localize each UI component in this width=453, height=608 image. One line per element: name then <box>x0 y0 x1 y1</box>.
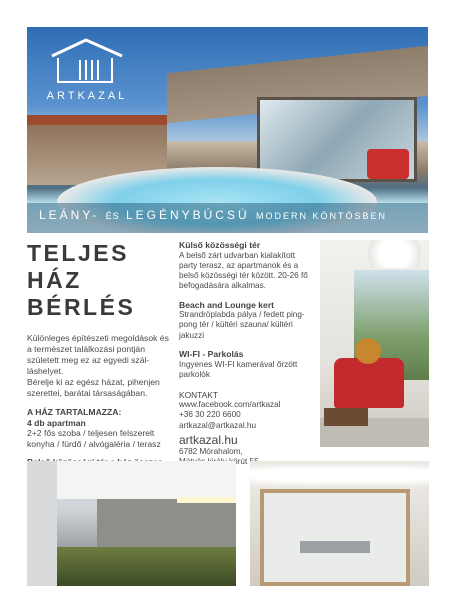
hero-image <box>27 27 428 233</box>
cloud-lamp <box>360 240 429 268</box>
facebook-link[interactable]: www.facebook.com/artkazal <box>179 400 281 410</box>
tagline-part2: LEGÉNYBÚCSÚ <box>125 208 250 222</box>
apartment-count: 4 db apartman <box>27 417 86 428</box>
courtyard-building <box>97 499 236 547</box>
intro-paragraph-1: Különleges építészeti megoldások és a természet találkozási pontján született meg ez az egyedi szál-láshelyet. <box>27 333 169 376</box>
address-line-2: körút <box>229 457 248 467</box>
logo-text: ARTKAZAL <box>46 90 128 102</box>
outdoor-space-heading: Külső közösségi tér <box>179 240 261 250</box>
email-link[interactable]: artkazal@artkazal.hu <box>179 420 257 430</box>
hero-tagline <box>39 208 419 222</box>
lounge-photo <box>320 240 429 447</box>
wifi-parking-text: Ingyenes WI-FI kamerával őrzött parkolók <box>179 359 298 379</box>
courtyard-roof <box>47 461 236 499</box>
beach-lounge-heading: Beach and Lounge kert <box>179 299 275 310</box>
title-line-1: TELJES HÁZ <box>27 240 129 293</box>
title-line-2: BÉRLÉS <box>27 294 136 320</box>
outdoor-space-text: A belső zárt udvarban kialakított party terasz, az apartmanok és a belső közösségi tér között. 20-26 fő befogadására alkalmas. <box>179 250 308 291</box>
intro-text <box>27 333 170 399</box>
tagline-part1: LEÁNY- <box>39 208 100 222</box>
address-line-1: 6782 Mórahalom, <box>179 447 243 457</box>
cloud-ceiling <box>250 461 429 489</box>
side-table <box>324 408 368 426</box>
red-armchair <box>334 358 404 408</box>
artkazal-logo <box>38 36 136 108</box>
apartment-features: 2+2 fős szoba / teljesen felszerelt konyha / fürdő / alvógaléria / terasz <box>27 428 161 449</box>
wifi-parking-heading: WI-FI - Parkolás <box>179 349 244 360</box>
courtyard-photo <box>27 461 236 586</box>
dining-table <box>300 541 370 553</box>
house-logo-icon <box>50 36 124 86</box>
tagline-part3: MODERN KÖNTÖSBEN <box>256 211 388 221</box>
courtyard-wall <box>27 461 57 586</box>
hero-red-chair <box>367 149 409 179</box>
courtyard-light-strip <box>177 497 236 503</box>
intro-paragraph-2: Bérelje ki az egész házat, pihenjen szerettei, barátai társaságában. <box>27 377 160 398</box>
copper-lamp <box>355 338 381 364</box>
page-title <box>27 240 170 321</box>
courtyard-garden <box>27 547 236 586</box>
house-contents-heading: A HÁZ TARTALMAZZA: <box>27 407 122 417</box>
middle-column <box>179 240 314 468</box>
dining-room-photo <box>250 461 429 586</box>
website-link[interactable]: artkazal.hu <box>179 433 238 448</box>
phone-number[interactable]: +36 30 220 6600 <box>179 410 241 420</box>
tagline-es: ÉS <box>105 211 120 221</box>
beach-lounge-text: Strandröplabda pálya / fedett ping-pong tér / kültéri szauna/ kültéri jakuzzi <box>179 310 305 340</box>
contact-heading: KONTAKT <box>179 390 218 401</box>
doorway-frame <box>260 489 410 586</box>
hero-roof-stripe <box>27 115 167 125</box>
